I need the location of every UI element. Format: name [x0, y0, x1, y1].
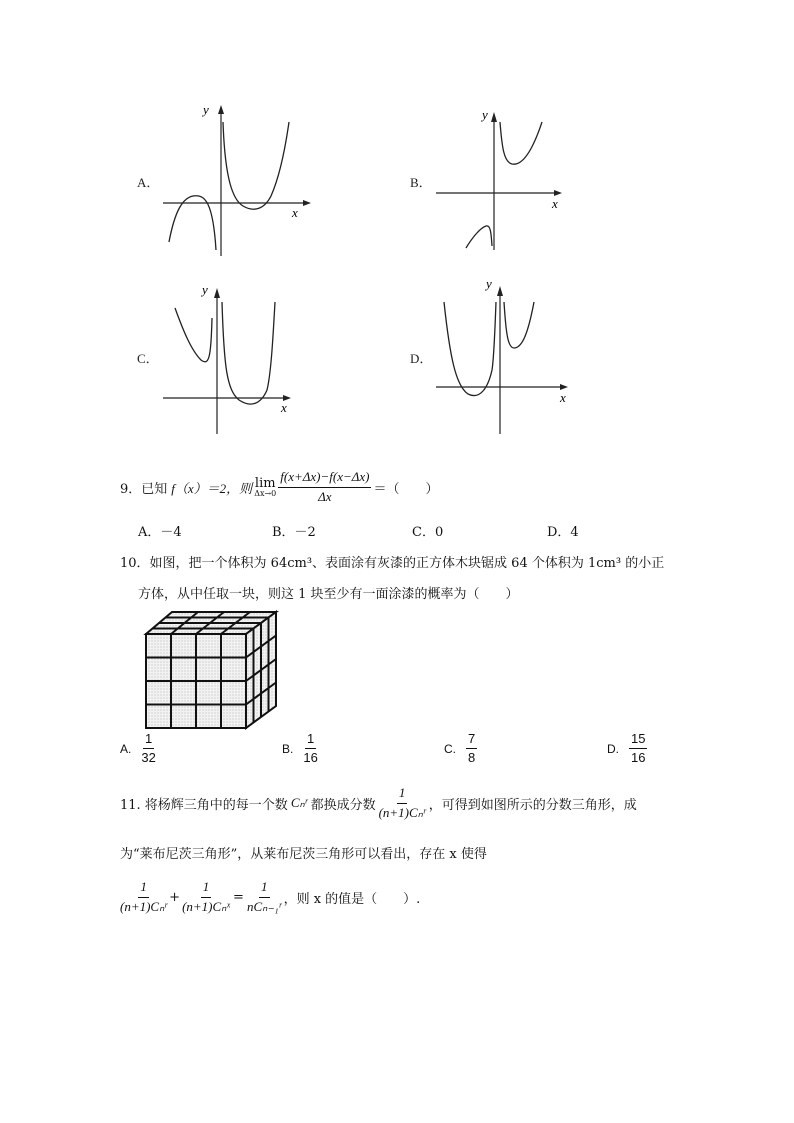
q9-limit: lim Δx→0 [254, 475, 277, 498]
q10-option-a[interactable]: A. $\frac{1}{32}$ [120, 731, 156, 766]
q9-suffix: ＝（ ） [373, 481, 439, 497]
graph-d-y-label: y [486, 278, 492, 291]
q9-option-d[interactable]: D．4 [547, 525, 579, 540]
q11-line-1: 11. 将杨辉三角中的每一个数 Cₙʳ 都换成分数 $\frac{1}{\text{(n+1)Cₙʳ}}$ ，可得到如图所示的分数三角形，成 [120, 785, 637, 820]
graph-b-y-arrow [491, 112, 497, 122]
graph-a-right-branch [223, 122, 289, 209]
graph-c-right-branch [222, 302, 275, 404]
graph-a-left-branch [169, 196, 216, 250]
question-9 [120, 470, 439, 504]
q11-eq-frac-2: $\frac{1}{\text{(n+1)Cₙˣ}}$ [182, 879, 231, 914]
graph-d-y-arrow [497, 286, 503, 296]
q9-option-b[interactable]: B．－2 [272, 525, 316, 540]
cube-figure [142, 610, 284, 732]
graph-b-label: B． [410, 175, 432, 190]
q11-fraction: $\frac{1}{\text{(n+1)Cₙʳ}}$ [378, 785, 426, 820]
graph-c-label: C． [137, 351, 159, 366]
graph-b-x-label: x [552, 196, 558, 211]
q9-option-a[interactable]: A．－4 [138, 525, 182, 540]
q11-equation: $\frac{1}{\text{(n+1)Cₙʳ}}$ + $\frac{1}{\text{(n+1)Cₙˣ}}$ = $\frac{1}{\text{nCₙ₋₁ʳ}}$ ，则 x 的值是（ ）. [120, 879, 421, 914]
graph-b-y-label: y [482, 107, 488, 122]
graph-d-right-branch [504, 302, 534, 348]
graph-a [155, 100, 315, 260]
graph-b-left-branch [466, 226, 492, 248]
q11-line-2: 为“莱布尼茨三角形”，从莱布尼茨三角形可以看出，存在 x 使得 [120, 847, 487, 862]
graph-a-label: A． [137, 175, 160, 190]
graph-a-y-label: y [203, 102, 209, 117]
graph-d [432, 278, 582, 438]
graph-d-x-label: x [560, 390, 566, 405]
graph-c-left-branch [175, 308, 212, 362]
graph-a-x-label: x [292, 205, 298, 220]
q10-option-c[interactable]: C. $\frac{7}{8}$ [444, 731, 476, 766]
graph-b [432, 100, 572, 260]
q9-fraction [278, 470, 371, 504]
graph-a-x-arrow [303, 200, 311, 206]
q10-option-b[interactable]: B. $\frac{1}{16}$ [282, 731, 318, 766]
q11-comb: Cₙʳ [290, 795, 308, 810]
q9-prefix: 已知 [141, 481, 168, 497]
graph-d-label: D． [410, 351, 433, 366]
q10-line-1: 10．如图，把一个体积为 64cm³、表面涂有灰漆的正方体木块锯成 64 个体积为 1cm³ 的小正 [120, 556, 665, 571]
q9-denominator: Δx [318, 488, 332, 504]
graph-a-y-arrow [218, 105, 224, 114]
q11-eq-frac-1: $\frac{1}{\text{(n+1)Cₙʳ}}$ [120, 879, 168, 914]
q9-option-c[interactable]: C．0 [412, 525, 444, 540]
graph-d-left-branch [444, 302, 496, 396]
q9-func: f（x）＝2，则 [171, 480, 253, 496]
graph-c-y-arrow [214, 288, 220, 298]
graph-c-y-label: y [202, 282, 208, 297]
graph-b-right-branch [500, 122, 542, 164]
q9-number: 9． [120, 481, 142, 497]
graph-c-x-label: x [281, 400, 287, 415]
q11-eq-frac-3: $\frac{1}{\text{nCₙ₋₁ʳ}}$ [246, 879, 282, 914]
q9-numerator: f(x+Δx)−f(x−Δx) [278, 470, 371, 487]
graph-c [155, 278, 315, 438]
q10-option-d[interactable]: D. $\frac{15}{16}$ [607, 731, 646, 766]
q10-line-2: 方体，从中任取一块，则这 1 块至少有一面涂漆的概率为（ ） [138, 587, 519, 602]
